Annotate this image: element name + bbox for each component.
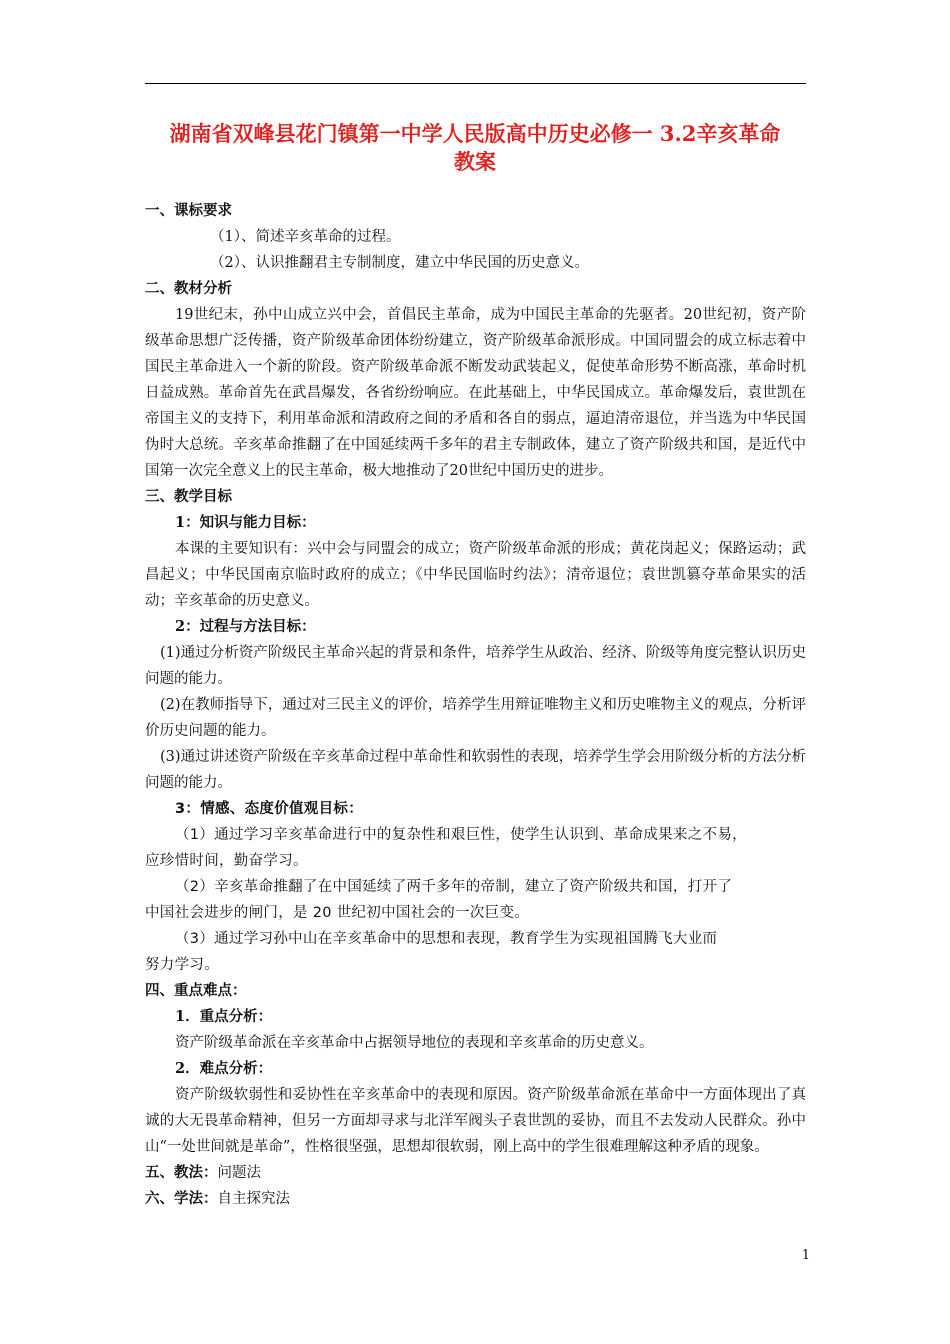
learning-method-value: 自主探究法 [217,1191,290,1207]
section-heading-curriculum: 一、课标要求 [145,202,232,219]
section-heading-objectives: 三、教学目标 [145,488,232,505]
objective-3-line-1: （1）通过学习辛亥革命进行中的复杂性和艰巨性，使学生认识到、革命成果来之不易， [175,827,747,843]
teaching-method-line [145,1160,806,1186]
objective-2-item-2: (2)在教师指导下，通过对三民主义的评价，培养学生用辩证唯物主义和历史唯物主义的观点，分析评价历史问题的能力。 [145,697,806,739]
objective-3-line-3: （2）辛亥革命推翻了在中国延续了两千多年的帝制，建立了资产阶级共和国，打开了 [175,879,733,895]
learning-method-line [145,1186,806,1212]
title-line-1: 湖南省双峰县花门镇第一中学人民版高中历史必修一 3.2辛亥革命 [169,121,781,146]
header-rule [145,83,806,84]
objective-2-title: 2：过程与方法目标： [175,618,316,635]
teaching-method-heading: 五、教法： [145,1164,218,1181]
page-number: 1 [801,1248,810,1263]
key-point-paragraph: 资产阶级革命派在辛亥革命中占据领导地位的表现和辛亥革命的历史意义。 [175,1035,654,1051]
objective-1-title: 1：知识与能力目标： [175,514,316,531]
teaching-method-value: 问题法 [217,1165,261,1181]
objective-3-line-6: 努力学习。 [145,957,219,973]
objective-1-paragraph: 本课的主要知识有：兴中会与同盟会的成立；资产阶级革命派的形成；黄花岗起义；保路运动；武昌起义；中华民国南京临时政府的成立；《中华民国临时约法》；清帝退位；袁世凯篡夺革命果实的活动；辛亥革命的历史意义。 [145,541,806,609]
document-body [145,198,806,1212]
objective-2-item-1: (1)通过分析资产阶级民主革命兴起的背景和条件，培养学生从政治、经济、阶级等角度完整认识历史问题的能力。 [145,645,806,687]
objective-2-item-3: (3)通过讲述资产阶级在辛亥革命过程中革命性和软弱性的表现，培养学生学会用阶级分析的方法分析问题的能力。 [145,749,806,791]
objective-3-line-5: （3）通过学习孙中山在辛亥革命中的思想和表现，教育学生为实现祖国腾飞大业而 [175,931,718,947]
key-point-title: 1．重点分析： [175,1008,273,1025]
section-heading-analysis: 二、教材分析 [145,280,232,297]
document-title [140,120,810,176]
difficulty-title: 2．难点分析： [175,1060,273,1077]
objective-3-title: 3：情感、态度价值观目标： [175,801,363,817]
title-line-2: 教案 [454,149,496,174]
analysis-paragraph: 19世纪末，孙中山成立兴中会，首倡民主革命，成为中国民主革命的先驱者。20世纪初，资产阶级革命思想广泛传播，资产阶级革命团体纷纷建立，资产阶级革命派形成。中国同盟会的成立标志着中国民主革命进入一个新的阶段。资产阶级革命派不断发动武装起义，促使革命形势不断高涨，革命时机日益成熟。革命首先在武昌爆发，各省纷纷响应。在此基础上，中华民国成立。革命爆发后，袁世凯在帝国主义的支持下，利用革命派和清政府之间的矛盾和各自的弱点，逼迫清帝退位，并当选为中华民国伪时大总统。辛亥革命推翻了在中国延续两千多年的君主专制政体，建立了资产阶级共和国，是近代中国第一次完全意义上的民主革命，极大地推动了20世纪中国历史的进步。 [145,307,806,479]
objective-3-line-2: 应珍惜时间，勤奋学习。 [145,853,308,869]
objective-3-line-4: 中国社会进步的闸门，是 20 世纪初中国社会的一次巨变。 [145,905,530,921]
learning-method-heading: 六、学法： [145,1190,218,1207]
curriculum-item-2: （2）、认识推翻君主专制制度，建立中华民国的历史意义。 [210,255,589,271]
curriculum-item-1: （1）、简述辛亥革命的过程。 [210,229,401,245]
section-heading-key-points: 四、重点难点： [145,982,247,999]
objective-3-block [145,796,806,978]
difficulty-paragraph: 资产阶级软弱性和妥协性在辛亥革命中的表现和原因。资产阶级革命派在革命中一方面体现出了真诚的大无畏革命精神，但另一方面却寻求与北洋军阀头子袁世凯的妥协，而且不去发动人民群众。孙中山“一处世间就是革命”，性格很坚强，思想却很软弱，刚上高中的学生很难理解这种矛盾的现象。 [145,1087,806,1155]
